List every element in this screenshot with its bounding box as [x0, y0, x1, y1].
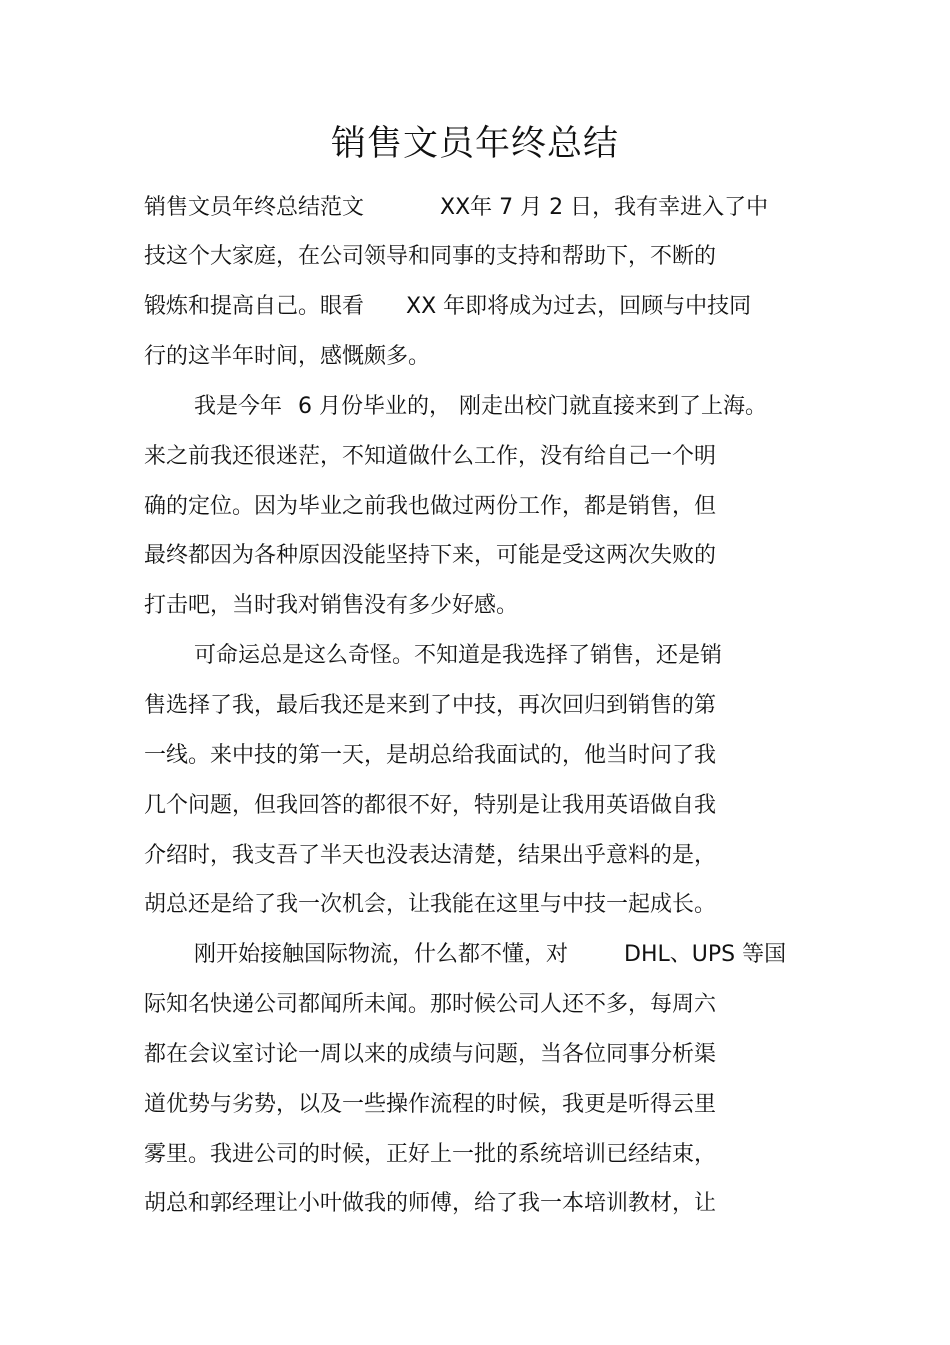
document-title: 销售文员年终总结: [330, 124, 619, 164]
text-line: [144, 239, 716, 275]
text-segment: 介绍时，我支吾了半天也没表达清楚，结果出乎意料的是，: [144, 843, 717, 868]
text-segment: 打击吧，当时我对销售没有多少好感。: [144, 593, 519, 618]
text-line: [144, 190, 768, 226]
text-segment: 胡总还是给了我一次机会，让我能在这里与中技一起成长。: [144, 892, 717, 917]
text-line: [144, 987, 716, 1023]
text-segment: 确的定位。因为毕业之前我也做过两份工作，都是销售，但: [144, 494, 717, 519]
text-segment: XX年 7 月 2 日，我有幸进入了中: [440, 195, 769, 220]
text-segment: 雾里。我进公司的时候，正好上一批的系统培训已经结束，: [144, 1142, 717, 1167]
text-segment: 胡总和郭经理让小叶做我的师傅，给了我一本培训教材，让: [144, 1191, 717, 1216]
text-line: [144, 289, 751, 325]
text-segment: 道优势与劣势，以及一些操作流程的时候，我更是听得云里: [144, 1092, 717, 1117]
text-line: [144, 838, 716, 874]
text-segment: 技这个大家庭，在公司领导和同事的支持和帮助下，不断的: [144, 244, 717, 269]
text-line: [144, 339, 430, 375]
text-line: [144, 1087, 716, 1123]
text-line: [144, 588, 518, 624]
text-line: [194, 638, 722, 674]
text-segment: 最终都因为各种原因没能坚持下来，可能是受这两次失败的: [144, 543, 717, 568]
text-line: [144, 439, 716, 475]
text-line: [144, 1137, 716, 1173]
text-segment: 一线。来中技的第一天，是胡总给我面试的，他当时问了我: [144, 743, 717, 768]
text-segment: 都在会议室讨论一周以来的成绩与问题，当各位同事分析渠: [144, 1042, 717, 1067]
text-line: [194, 937, 786, 973]
text-segment: 际知名快递公司都闻所未闻。那时候公司人还不多，每周六: [144, 992, 717, 1017]
text-segment: 6 月份毕业的，: [298, 394, 452, 419]
text-line: [194, 389, 767, 425]
text-segment: 销售文员年终总结范文: [144, 195, 365, 220]
text-line: [144, 887, 716, 923]
text-line: [144, 1037, 716, 1073]
text-line: [144, 538, 716, 574]
text-segment: 刚开始接触国际物流，什么都不懂，对: [194, 942, 569, 967]
text-segment: 我是今年: [194, 394, 283, 419]
text-line: [144, 688, 716, 724]
text-segment: 锻炼和提高自己。眼看: [144, 294, 365, 319]
text-segment: DHL、UPS 等国: [624, 942, 787, 967]
text-segment: 可命运总是这么奇怪。不知道是我选择了销售，还是销: [194, 643, 723, 668]
text-segment: 刚走出校门就直接来到了上海。: [459, 394, 768, 419]
text-segment: 行的这半年时间，感慨颇多。: [144, 344, 431, 369]
text-segment: 售选择了我，最后我还是来到了中技，再次回归到销售的第: [144, 693, 717, 718]
text-line: [144, 738, 716, 774]
text-line: [144, 1186, 716, 1222]
text-line: [144, 489, 716, 525]
text-segment: XX 年即将成为过去，回顾与中技同: [406, 294, 752, 319]
text-segment: 来之前我还很迷茫，不知道做什么工作，没有给自己一个明: [144, 444, 717, 469]
text-line: [144, 788, 716, 824]
text-segment: 几个问题，但我回答的都很不好，特别是让我用英语做自我: [144, 793, 717, 818]
